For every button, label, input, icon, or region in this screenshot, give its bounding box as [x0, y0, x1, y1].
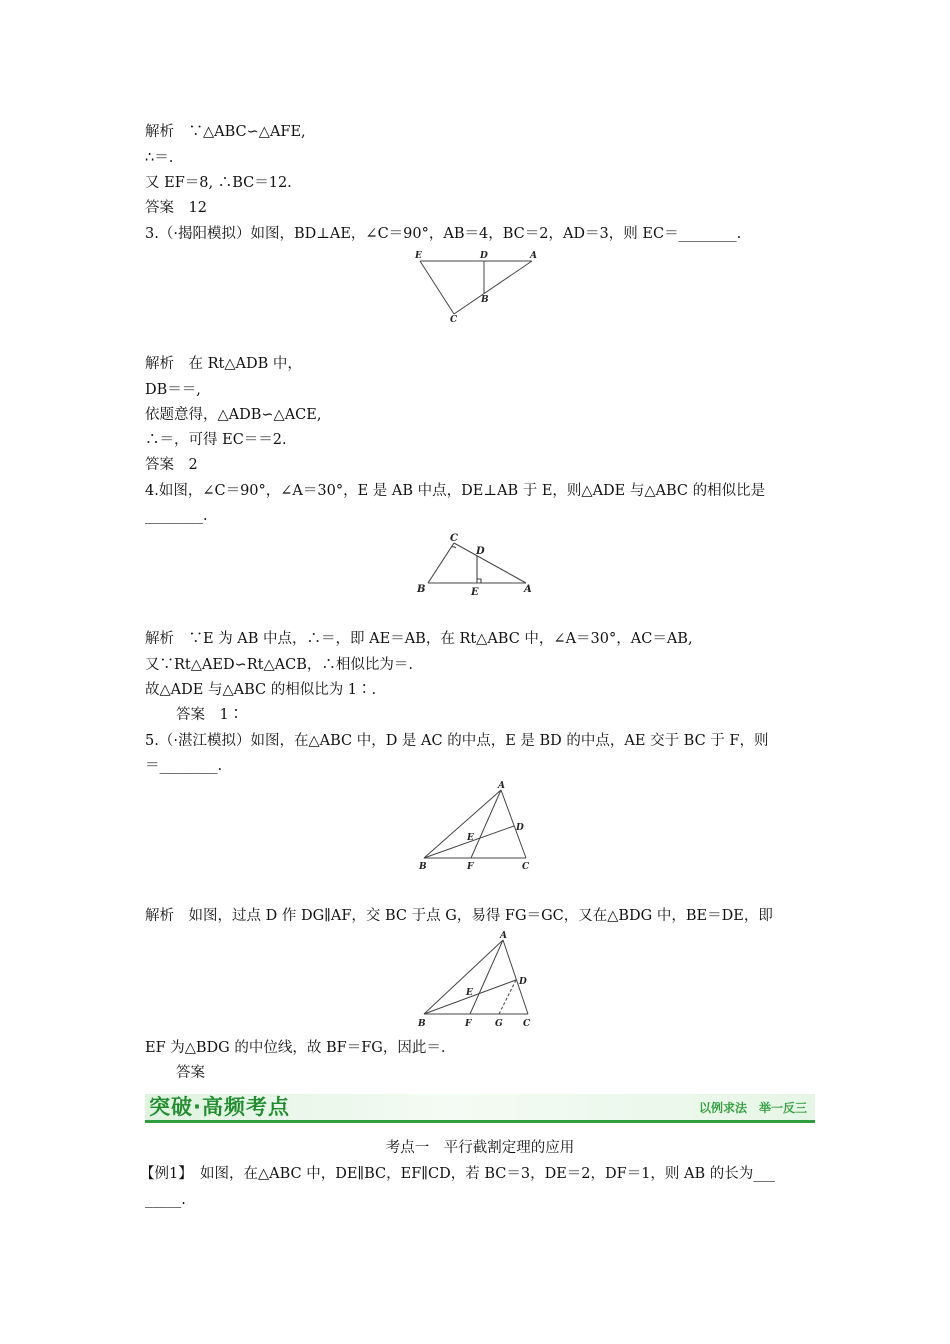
vertex-label: E	[471, 587, 479, 598]
text-line: 故△ADE 与△ABC 的相似比为 1∶.	[145, 682, 377, 698]
vertex-label: C	[450, 533, 458, 544]
answer-line: 答案 12	[145, 200, 207, 216]
text-line: ________.	[145, 508, 208, 524]
vertex-label: B	[481, 295, 489, 305]
example-1: 【例1】 如图，在△ABC 中，DE∥BC，EF∥CD，若 BC＝3，DE＝2，DF＝1，则 AB 的长为___	[140, 1166, 776, 1182]
text-line: ∴＝，可得 EC＝＝2.	[145, 432, 287, 448]
banner-subtitle: 以例求法 举一反三	[698, 1101, 807, 1115]
vertex-label: E	[466, 988, 473, 998]
vertex-label: D	[476, 546, 485, 557]
vertex-label: B	[419, 862, 427, 872]
figure-question-5	[410, 778, 540, 876]
vertex-label: F	[465, 1019, 472, 1029]
vertex-label: D	[519, 977, 527, 987]
banner-title: 突破·高频考点	[149, 1095, 290, 1119]
text-line: 解析 ∵E 为 AB 中点，∴＝，即 AE＝AB，在 Rt△ABC 中，∠A＝30°，AC＝AB,	[145, 631, 693, 647]
text-line: 又∵Rt△AED∽Rt△ACB，∴相似比为＝.	[145, 657, 413, 673]
answer-line: 答案	[176, 1065, 205, 1081]
figure-question-4	[410, 528, 540, 600]
text-line: ∴＝.	[145, 150, 174, 166]
vertex-label: A	[530, 251, 537, 261]
vertex-label: A	[524, 584, 532, 595]
answer-line: 答案 1∶	[176, 707, 244, 723]
vertex-label: D	[516, 823, 524, 833]
vertex-label: A	[500, 931, 507, 941]
vertex-label: C	[523, 1019, 531, 1029]
text-line: 解析 在 Rt△ADB 中，	[145, 356, 302, 372]
banner-rule	[145, 1120, 815, 1123]
text-line: 解析 ∵△ABC∽△AFE,	[145, 124, 306, 140]
section-title: 考点一 平行截割定理的应用	[385, 1140, 575, 1156]
question-5: 5.（·湛江模拟）如图，在△ABC 中，D 是 AC 的中点，E 是 BD 的中点，AE 交于 BC 于 F，则	[145, 733, 769, 749]
text-line: 又 EF＝8, ∴BC＝12.	[145, 175, 292, 191]
vertex-label: E	[467, 833, 474, 843]
vertex-label: C	[522, 862, 530, 872]
vertex-label: A	[498, 781, 505, 791]
figure-solution-5	[410, 928, 540, 1032]
text-line: ＝________.	[145, 758, 223, 774]
answer-line: 答案 2	[145, 457, 198, 473]
text-line: DB＝＝,	[145, 382, 201, 398]
example-1-cont: _____.	[145, 1192, 186, 1208]
vertex-label: E	[415, 251, 422, 261]
vertex-label: B	[418, 1019, 426, 1029]
text-line: EF 为△BDG 的中位线，故 BF＝FG，因此＝.	[145, 1040, 446, 1056]
text-line: 依题意得，△ADB∽△ACE,	[145, 407, 322, 423]
text-line: 解析 如图，过点 D 作 DG∥AF，交 BC 于点 G，易得 FG＝GC，又在△BDG 中，BE＝DE，即	[145, 908, 773, 924]
vertex-label: B	[417, 584, 426, 595]
vertex-label: D	[480, 251, 488, 261]
question-4: 4.如图，∠C＝90°，∠A＝30°，E 是 AB 中点，DE⊥AB 于 E，则△ADE 与△ABC 的相似比是	[145, 483, 766, 499]
figure-question-3	[410, 248, 545, 324]
vertex-label: C	[450, 315, 458, 324]
vertex-label: F	[467, 862, 474, 872]
question-3: 3.（·揭阳模拟）如图，BD⊥AE，∠C＝90°，AB＝4，BC＝2，AD＝3，则 EC＝________.	[145, 226, 742, 242]
vertex-label: G	[495, 1019, 503, 1029]
section-banner	[145, 1094, 815, 1124]
